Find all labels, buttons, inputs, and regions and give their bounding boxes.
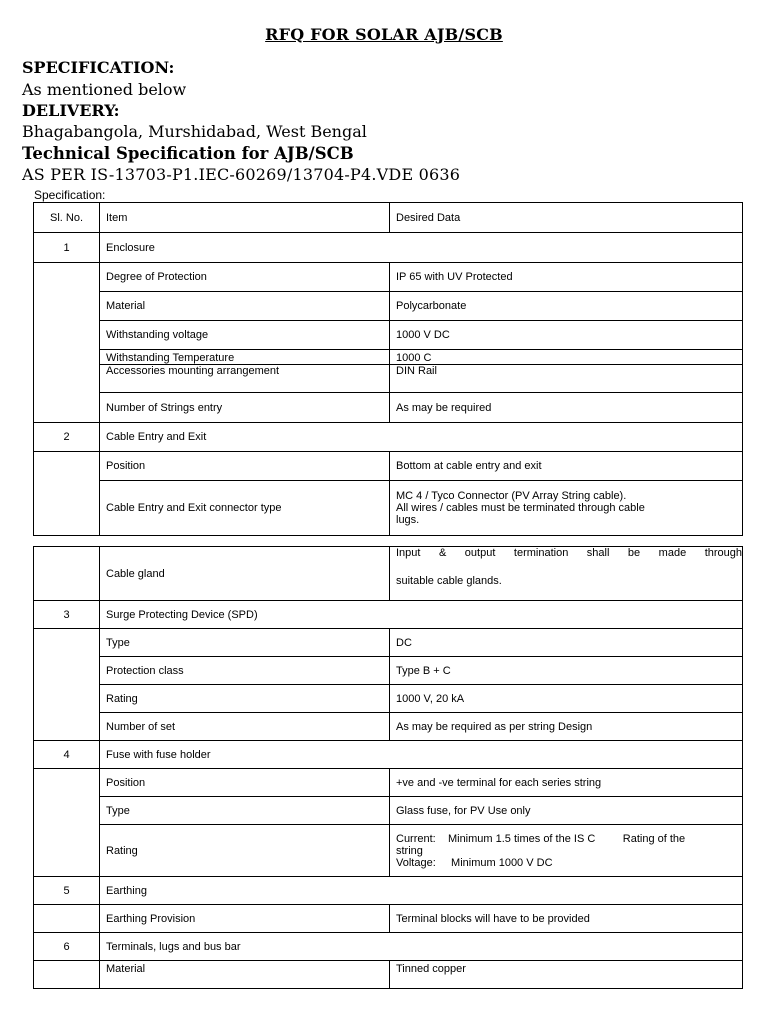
- section-number: 1: [34, 233, 100, 263]
- section-number: 6: [34, 933, 100, 961]
- data-cell: As may be required as per string Design: [390, 713, 743, 741]
- section-title: Cable Entry and Exit: [100, 423, 743, 452]
- data-cell: Tinned copper: [390, 961, 743, 989]
- section-row-earthing: [34, 877, 743, 905]
- table-row: [34, 547, 743, 601]
- item-cell: Material: [100, 292, 390, 321]
- header-sl-no: Sl. No.: [34, 203, 100, 233]
- table-row: [34, 713, 743, 741]
- item-cell: Rating: [100, 685, 390, 713]
- data-line: Current: Minimum 1.5 times of the IS C Rating of the: [396, 832, 686, 845]
- standard-reference: AS PER IS-13703-P1.IEC-60269/13704-P4.VDE 0636: [22, 165, 461, 184]
- section-row-cable-entry: [34, 423, 743, 452]
- table-row: [34, 769, 743, 797]
- delivery-location: Bhagabangola, Murshidabad, West Bengal: [22, 122, 367, 141]
- section-title: Earthing: [100, 877, 743, 905]
- table-row: [34, 629, 743, 657]
- document-title: RFQ FOR SOLAR AJB/SCB: [265, 25, 503, 44]
- header-desired-data: Desired Data: [390, 203, 743, 233]
- data-line: suitable cable glands.: [396, 575, 502, 587]
- item-cell: Earthing Provision: [100, 905, 390, 933]
- item-cell: Rating: [100, 825, 390, 877]
- table-row: [34, 321, 743, 350]
- section-number: 3: [34, 601, 100, 629]
- spec-table-page-2: [33, 546, 743, 989]
- section-title: Surge Protecting Device (SPD): [100, 601, 743, 629]
- spec-table-page-1: [33, 202, 743, 536]
- section-row-enclosure: [34, 233, 743, 263]
- sl-no-cell: [34, 961, 100, 989]
- data-cell: As may be required: [390, 393, 743, 423]
- item-cell: Protection class: [100, 657, 390, 685]
- data-line: Input & output termination shall be made through: [396, 547, 742, 559]
- data-cell: IP 65 with UV Protected: [390, 263, 743, 292]
- data-cell: Type B + C: [390, 657, 743, 685]
- section-row-fuse: [34, 741, 743, 769]
- data-cell: +ve and -ve terminal for each series string: [390, 769, 743, 797]
- section-number: 2: [34, 423, 100, 452]
- table-row: [34, 452, 743, 481]
- data-cell: Glass fuse, for PV Use only: [390, 797, 743, 825]
- data-line: lugs.: [396, 514, 420, 526]
- table-row: [34, 292, 743, 321]
- item-cell: Position: [100, 452, 390, 481]
- table-row: [34, 797, 743, 825]
- table-row: [34, 657, 743, 685]
- data-cell: 1000 V DC: [390, 321, 743, 350]
- section-row-terminals: [34, 933, 743, 961]
- delivery-heading: DELIVERY:: [22, 101, 120, 120]
- table-row: [34, 350, 743, 365]
- data-cell: DC: [390, 629, 743, 657]
- table-row: [34, 905, 743, 933]
- item-cell: Accessories mounting arrangement: [100, 365, 390, 393]
- data-cell: 1000 V, 20 kA: [390, 685, 743, 713]
- table-row: [34, 825, 743, 877]
- sl-no-cell: [34, 905, 100, 933]
- data-cell: 1000 C: [390, 350, 743, 365]
- data-cell: Bottom at cable entry and exit: [390, 452, 743, 481]
- item-cell: Number of Strings entry: [100, 393, 390, 423]
- header-item: Item: [100, 203, 390, 233]
- data-cell: Polycarbonate: [390, 292, 743, 321]
- data-cell: [390, 547, 743, 601]
- data-cell: [390, 481, 743, 536]
- item-cell: Withstanding Temperature: [100, 350, 390, 365]
- specification-heading: SPECIFICATION:: [22, 58, 175, 77]
- data-cell: Terminal blocks will have to be provided: [390, 905, 743, 933]
- specification-value: As mentioned below: [22, 80, 187, 99]
- table-row: [34, 961, 743, 989]
- item-cell: Withstanding voltage: [100, 321, 390, 350]
- sl-no-cell: [34, 452, 100, 536]
- item-cell: Degree of Protection: [100, 263, 390, 292]
- section-title: Enclosure: [100, 233, 743, 263]
- section-row-spd: [34, 601, 743, 629]
- data-line: All wires / cables must be terminated through cable: [396, 502, 645, 514]
- table-row: [34, 263, 743, 292]
- section-title: Fuse with fuse holder: [100, 741, 743, 769]
- table-row: [34, 481, 743, 536]
- data-line: MC 4 / Tyco Connector (PV Array String cable).: [396, 490, 627, 502]
- table-row: [34, 365, 743, 393]
- specification-label: Specification:: [34, 188, 106, 202]
- section-number: 4: [34, 741, 100, 769]
- item-cell: Type: [100, 629, 390, 657]
- section-number: 5: [34, 877, 100, 905]
- sl-no-cell: [34, 547, 100, 601]
- item-cell: Material: [100, 961, 390, 989]
- data-cell: [390, 825, 743, 877]
- data-line: Voltage: Minimum 1000 V DC: [396, 856, 553, 869]
- item-cell: Cable gland: [100, 547, 390, 601]
- sl-no-cell: [34, 769, 100, 877]
- data-line: string: [396, 844, 423, 857]
- table-row: [34, 685, 743, 713]
- item-cell: Cable Entry and Exit connector type: [100, 481, 390, 536]
- item-cell: Position: [100, 769, 390, 797]
- technical-spec-heading: Technical Specification for AJB/SCB: [22, 144, 354, 163]
- data-cell: DIN Rail: [390, 365, 743, 393]
- table-header-row: [34, 203, 743, 233]
- sl-no-cell: [34, 629, 100, 741]
- item-cell: Type: [100, 797, 390, 825]
- table-row: [34, 393, 743, 423]
- item-cell: Number of set: [100, 713, 390, 741]
- section-title: Terminals, lugs and bus bar: [100, 933, 743, 961]
- sl-no-cell: [34, 263, 100, 423]
